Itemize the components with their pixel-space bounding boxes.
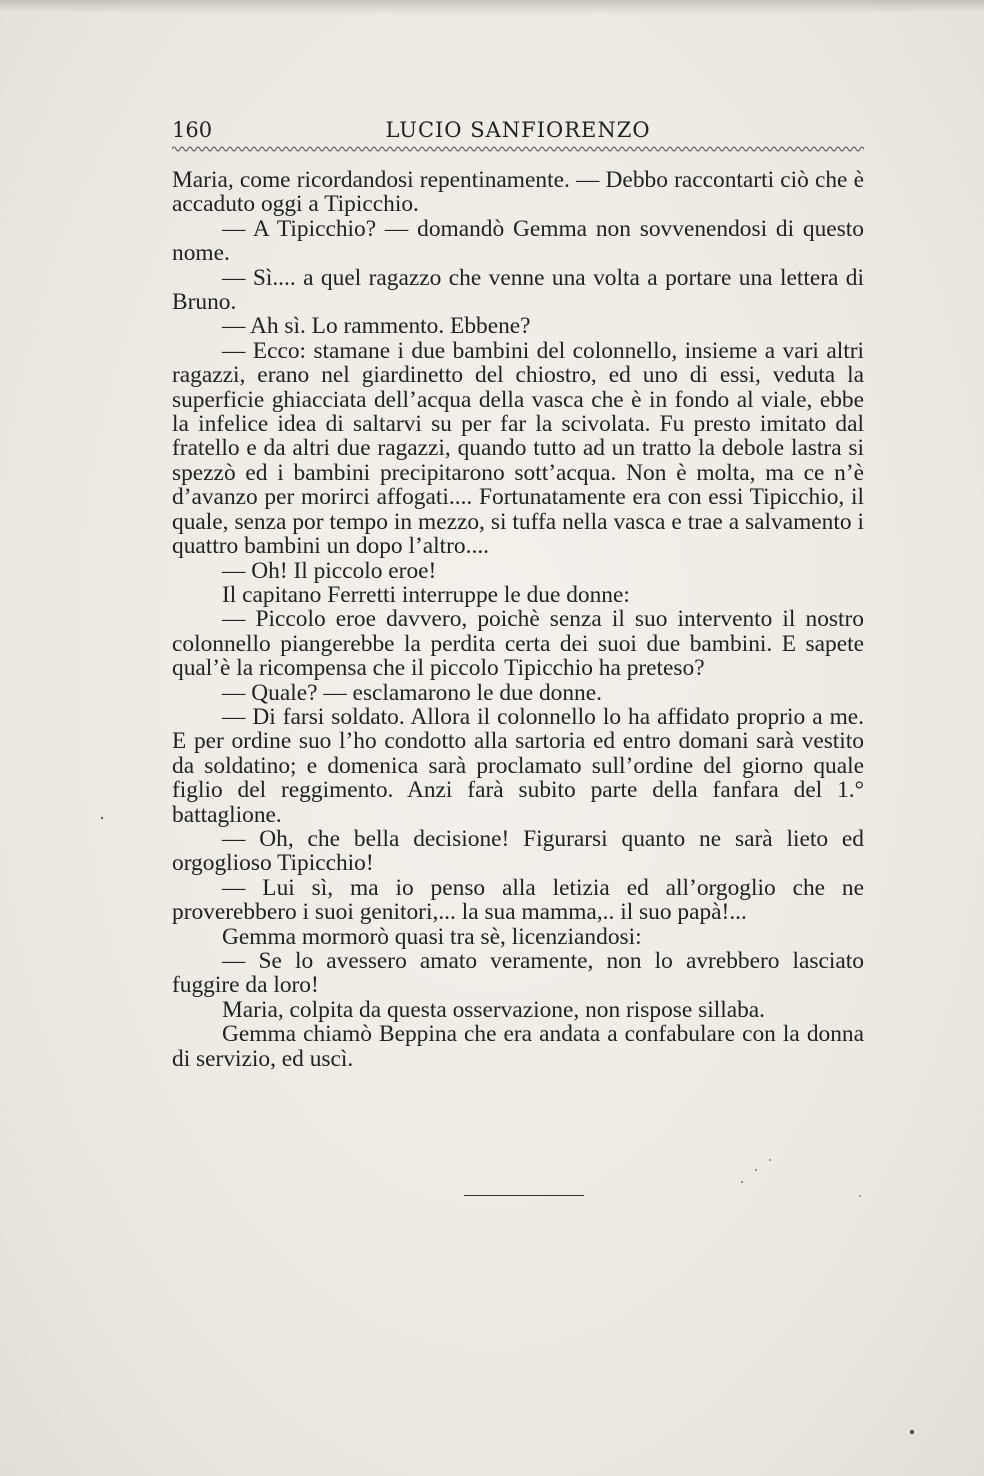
paragraph-8: — Piccolo eroe davvero, poichè senza il suo intervento il nostro colonnello piangerebbe la perdita certa dei suoi due bambini. E sapete qual’è la ricompensa che il piccolo Tipicchio ha preteso? [172, 606, 864, 682]
chapter-end-rule [464, 1195, 584, 1196]
paragraph-11: — Oh, che bella decisione! Figurarsi quanto ne sarà lieto ed orgoglioso Tipicchio! [172, 825, 864, 877]
speck [741, 1181, 743, 1183]
paragraph-5: — Ecco: stamane i due bambini del colonnello, insieme a vari altri ragazzi, erano nel giardinetto del chiostro, ed uno di essi, veduta la superficie ghiacciata dell’acqua della vasca che è in fondo al viale, ebbe la infelice idea di saltarvi su per far la scivolata. Fu presto imitato dal fratello e da altri due ragazzi, quando tutto ad un tratto la debole lastra si spezzò ed i bambini precipitarono sott’acqua. Non è molta, ma ce n’è d’avanzo per morirci affogati.... Fortunatamente era con essi Tipicchio, il quale, senza por tempo in mezzo, si tuffa nella vasca e trae a salvamento i quattro bambini un dopo l’altro.... [172, 337, 864, 560]
body-text [172, 168, 864, 1071]
paragraph-4: — Ah sì. Lo rammento. Ebbene? [222, 313, 531, 340]
paragraph-16: Gemma chiamò Beppina che era andata a confabulare con la donna di servizio, ed uscì. [172, 1021, 864, 1072]
paragraph-3: — Sì.... a quel ragazzo che venne una volta a portare una lettera di Bruno. [172, 264, 864, 316]
paragraph-12: — Lui sì, ma io penso alla letizia ed all’orgoglio che ne proverebbero i suoi genitori,... la sua mamma,.. il suo papà!... [172, 874, 864, 926]
paragraph-10: — Di farsi soldato. Allora il colonnello lo ha affidato proprio a me. E per ordine suo l’ho condotto alla sartoria ed entro domani sarà vestito da soldatino; e domenica sarà proclamato sull’ordine del giorno quale figlio del reggimento. Anzi farà subito parte della fanfara del 1.° battaglione. [172, 703, 864, 828]
paragraph-6: — Oh! Il piccolo eroe! [222, 557, 437, 584]
speck [859, 1195, 861, 1197]
running-title: LUCIO SANFIORENZO [385, 118, 651, 142]
paragraph-15: Maria, colpita da questa osservazione, non rispose sillaba. [222, 996, 766, 1023]
paragraph-1: Maria, come ricordandosi repentinamente. — Debbo raccontarti ciò che è accaduto oggi a Tipicchio. [172, 167, 864, 218]
page-header [172, 118, 864, 144]
paragraph-14: — Se lo avessero amato veramente, non lo avrebbero lasciato fuggire da loro! [172, 948, 864, 999]
speck [101, 817, 103, 819]
speck [769, 1159, 771, 1161]
header-wavy-rule [172, 144, 864, 154]
page-number: 160 [172, 118, 213, 142]
speck [755, 1169, 757, 1171]
paragraph-13: Gemma mormorò quasi tra sè, licenziandosi: [222, 923, 642, 950]
paragraph-9: — Quale? — esclamarono le due donne. [222, 679, 602, 706]
paragraph-7: Il capitano Ferretti interruppe le due donne: [222, 581, 630, 608]
scan-top-edge [0, 0, 984, 14]
paragraph-2: — A Tipicchio? — domandò Gemma non sovvenendosi di questo nome. [172, 215, 864, 267]
speck [910, 1430, 914, 1434]
